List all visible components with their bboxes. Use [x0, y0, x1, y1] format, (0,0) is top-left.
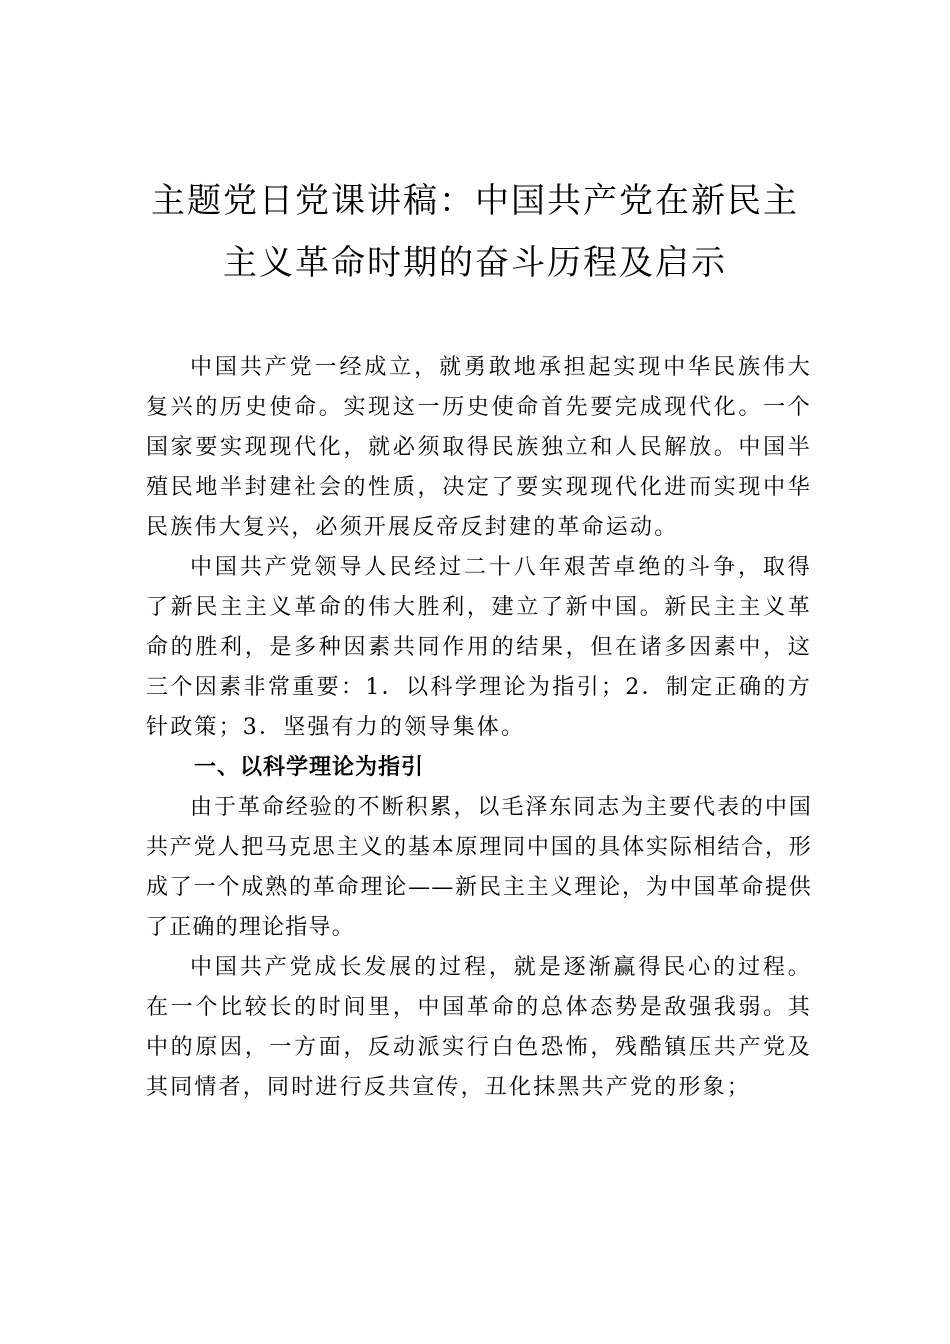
- document-title: [140, 170, 810, 294]
- document-body: [146, 348, 812, 1108]
- section-heading-1: 一、以科学理论为指引: [194, 755, 425, 780]
- paragraph-section1-2: 中国共产党成长发展的过程，就是逐渐赢得民心的过程。在一个比较长的时间里，中国革命的总体态势是敌强我弱。其中的原因，一方面，反动派实行白色恐怖，残酷镇压共产党及其同情者，同时进行反共宣传，丑化抹黑共产党的形象；: [146, 955, 812, 1100]
- paragraph-section1-1: 由于革命经验的不断积累，以毛泽东同志为主要代表的中国共产党人把马克思主义的基本原理同中国的具体实际相结合，形成了一个成熟的革命理论——新民主主义理论，为中国革命提供了正确的理论指导。: [146, 795, 812, 940]
- title-line-2: 主义革命时期的奋斗历程及启示: [223, 243, 727, 283]
- paragraph-intro-2: 中国共产党领导人民经过二十八年艰苦卓绝的斗争，取得了新民主主义革命的伟大胜利，建立了新中国。新民主主义革命的胜利，是多种因素共同作用的结果，但在诸多因素中，这三个因素非常重要：1．以科学理论为指引；2．制定正确的方针政策；3．坚强有力的领导集体。: [146, 555, 812, 740]
- title-line-1: 主题党日党课讲稿：中国共产党在新民主: [151, 181, 799, 221]
- paragraph-intro-1: 中国共产党一经成立，就勇敢地承担起实现中华民族伟大复兴的历史使命。实现这一历史使命首先要完成现代化。一个国家要实现现代化，就必须取得民族独立和人民解放。中国半殖民地半封建社会的性质，决定了要实现现代化进而实现中华民族伟大复兴，必须开展反帝反封建的革命运动。: [146, 355, 812, 540]
